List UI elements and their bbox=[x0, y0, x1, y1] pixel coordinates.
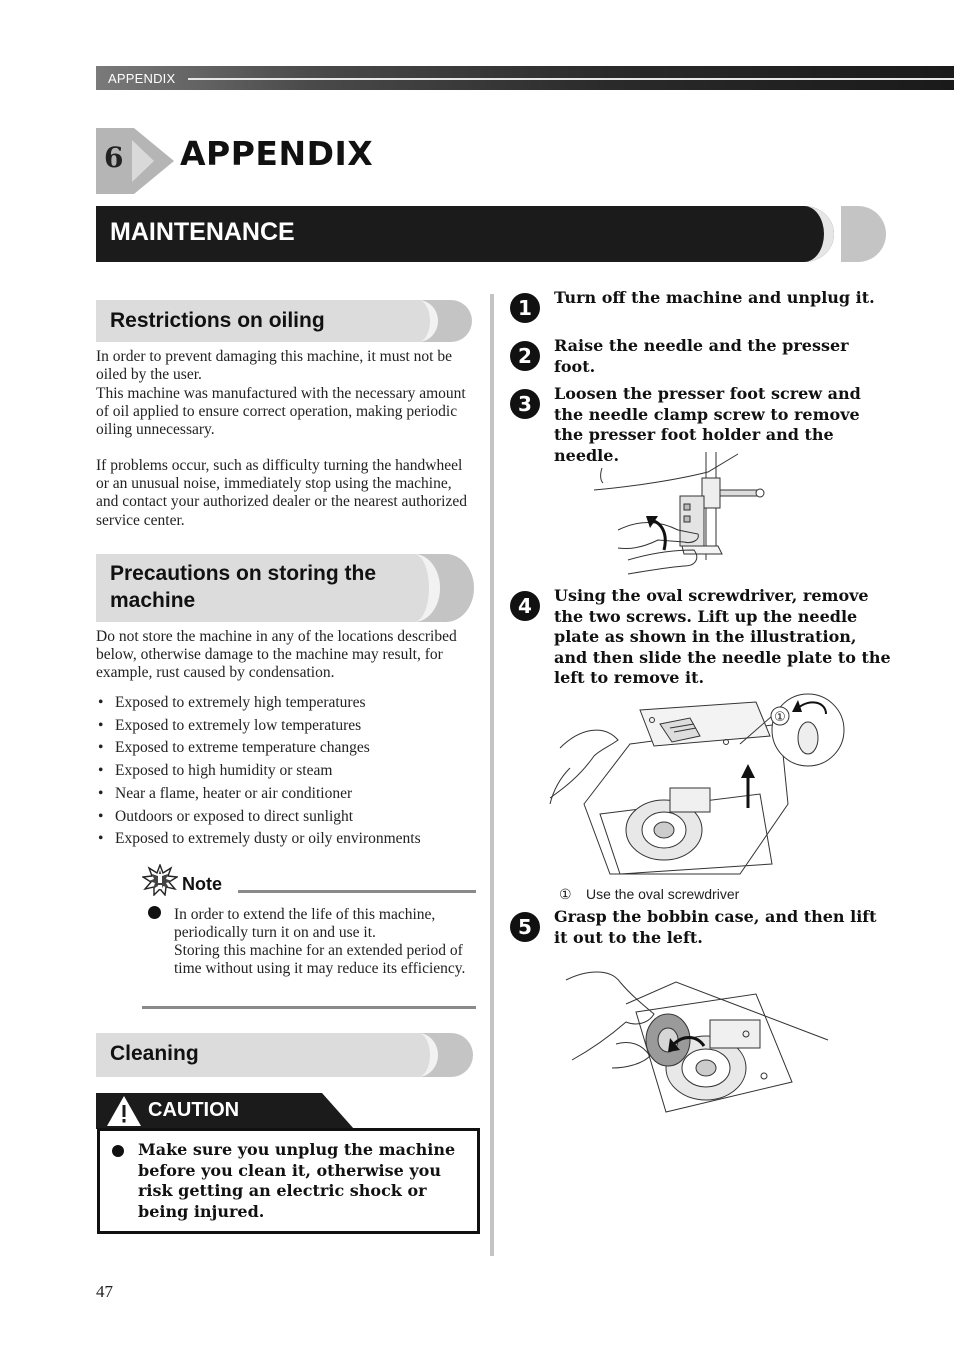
step-4-number: 4 bbox=[510, 591, 540, 621]
section-title: MAINTENANCE bbox=[110, 218, 295, 246]
bobbin-case-illustration bbox=[556, 964, 832, 1120]
callout-number: ① bbox=[774, 710, 786, 725]
note-bullet bbox=[148, 906, 161, 919]
note-label: Note bbox=[182, 874, 222, 894]
storing-bullet-list bbox=[96, 692, 476, 851]
note-text-2: Storing this machine for an extended period of time without using it may reduce its efficiency. bbox=[174, 942, 466, 978]
list-item: • Exposed to extremely high temperatures bbox=[96, 692, 476, 715]
subheading-oiling: Restrictions on oiling bbox=[110, 309, 325, 332]
oiling-paragraph-3: If problems occur, such as difficulty turning the handwheel or an unusual noise, immediately stop using the machine, and contact your authorized dealer or the nearest authorized service center. bbox=[96, 457, 467, 529]
note-text-1: In order to extend the life of this machine, periodically turn it on and use it. bbox=[174, 906, 436, 942]
note-icon bbox=[142, 864, 178, 896]
step-3-number: 3 bbox=[510, 389, 540, 419]
subheading-cleaning: Cleaning bbox=[110, 1042, 199, 1065]
list-item: • Outdoors or exposed to direct sunlight bbox=[96, 806, 476, 829]
note-rule bbox=[238, 890, 476, 893]
step-2-number: 2 bbox=[510, 341, 540, 371]
header-rule bbox=[188, 78, 954, 80]
step-3-text: Loosen the presser foot screw and the needle clamp screw to remove the presser foot holder and the needle. bbox=[554, 384, 861, 465]
list-item: • Exposed to extremely dusty or oily environments bbox=[96, 828, 476, 851]
needle-plate-illustration bbox=[540, 684, 850, 884]
page-number: 47 bbox=[96, 1282, 113, 1301]
list-item: • Exposed to extremely low temperatures bbox=[96, 715, 476, 738]
step-5-number: 5 bbox=[510, 912, 540, 942]
step-5-text: Grasp the bobbin case, and then lift it out to the left. bbox=[554, 907, 877, 947]
step-2-text: Raise the needle and the presser foot. bbox=[554, 336, 849, 376]
list-item: • Near a flame, heater or air conditioner bbox=[96, 783, 476, 806]
chapter-number: 6 bbox=[104, 141, 124, 174]
oiling-paragraph-2: This machine was manufactured with the necessary amount of oil applied to ensure correct operation, making periodic oiling unnecessary. bbox=[96, 385, 466, 439]
figure-caption-marker: ① bbox=[559, 886, 572, 902]
chapter-title: APPENDIX bbox=[180, 134, 374, 173]
step-1-number: 1 bbox=[510, 293, 540, 323]
header-section-label: APPENDIX bbox=[108, 71, 176, 86]
column-divider bbox=[490, 294, 494, 1256]
list-item: • Exposed to extreme temperature changes bbox=[96, 737, 476, 760]
step-4-text: Using the oval screwdriver, remove the two screws. Lift up the needle plate as shown in the illustration, and then slide the needle plate to the left to remove it. bbox=[554, 586, 891, 687]
note-bottom-rule bbox=[142, 1006, 476, 1009]
subheading-storing: Precautions on storing the machine bbox=[110, 562, 377, 612]
caution-label: CAUTION bbox=[148, 1099, 240, 1121]
caution-text: Make sure you unplug the machine before you clean it, otherwise you risk getting an electric shock or being injured. bbox=[138, 1140, 456, 1221]
presser-foot-illustration bbox=[588, 450, 778, 580]
figure-caption: Use the oval screwdriver bbox=[586, 886, 740, 902]
step-1-text: Turn off the machine and unplug it. bbox=[554, 288, 875, 307]
storing-paragraph: Do not store the machine in any of the locations described below, otherwise damage to the machine may result, for example, rust caused by condensation. bbox=[96, 628, 457, 682]
oiling-paragraph-1: In order to prevent damaging this machine, it must not be oiled by the user. bbox=[96, 348, 452, 384]
caution-bullet bbox=[112, 1145, 124, 1157]
list-item: • Exposed to high humidity or steam bbox=[96, 760, 476, 783]
